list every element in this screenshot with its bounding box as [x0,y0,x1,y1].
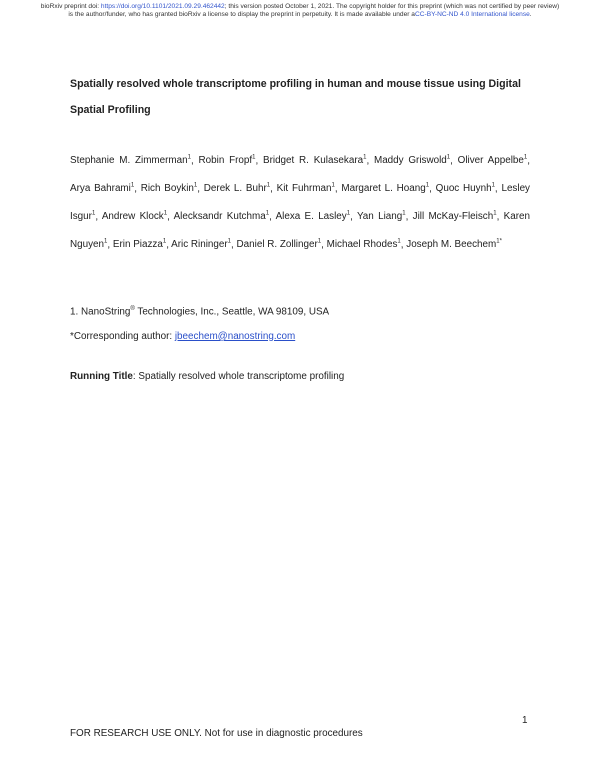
author: Yan Liang$^1$ [356,211,406,223]
doi-link[interactable]: https://doi.org/10.1101/2021.09.29.462442 [100,3,225,10]
license-link[interactable]: CC-BY-NC-ND 4.0 International license [414,11,530,19]
author: Arya Bahrami$^1$ [70,183,135,195]
author: Stephanie M. Zimmerman$^1$ [70,155,191,167]
author: Alecksandr Kutchma$^1$ [173,211,270,223]
email-link[interactable]: jbeechem@nanostring.com [174,330,296,342]
author: Quoc Huynh$^1$ [435,183,495,195]
running-title-label: Running Title [70,371,133,382]
author: Bridget R. Kulasekara$^1$ [263,155,367,167]
author: Kit Fuhrman$^1$ [276,183,335,195]
author: Derek L. Buhr$^1$ [203,183,271,195]
author: Alexa E. Lasley$^1$ [275,211,351,223]
running-title [70,371,540,382]
corresponding-author: *Corresponding author: jbeechem@nanostring.com [70,330,296,342]
author: Lesley Isgur$^1$ [70,183,530,223]
affiliation: 1. NanoString® Technologies, Inc., Seattle, WA 98109, USA [70,306,330,318]
author: Daniel R. Zollinger$^1$ [236,239,322,251]
author: Aric Rininger$^1$ [171,239,232,251]
author: Joseph M. Beechem$^{1*}$ [406,239,502,251]
author: Andrew Klock$^1$ [101,211,168,223]
author: Maddy Griswold$^1$ [373,155,451,167]
page-number: 1 [522,715,528,726]
author: Karen Nguyen$^1$ [70,211,530,251]
author: Oliver Appelbe$^1$ [457,155,528,167]
author-list: Stephanie M. Zimmerman$^1$, Robin Fropf$^1$, Bridget R. Kulasekara$^1$, Maddy Griswold$^1$, Oliver Appelbe$^1$, Arya Bahrami$^1$, Rich Boykin$^1$, Derek L. Buhr$^1$, Kit Fuhrman$^1$, Margaret L. Hoang$^1$, Quoc Huynh$^1$, Lesley Isgur$^1$, Andrew Klock$^1$, Alecksandr Kutchma$^1$, Alexa E. Lasley$^1$, Yan Liang$^1$, Jill McKay-Fleisch$^1$, Karen Nguyen$^1$, Erin Piazza$^1$, Aric Rininger$^1$, Daniel R. Zollinger$^1$, Michael Rhodes$^1$, Joseph M. Beechem$^{1*}$ [70,155,530,251]
author: Rich Boykin$^1$ [140,183,198,195]
preprint-notice [40,3,560,19]
author: Robin Fropf$^1$ [198,155,256,167]
author: Erin Piazza$^1$ [112,239,167,251]
author: Michael Rhodes$^1$ [326,239,401,251]
footer-disclaimer: FOR RESEARCH USE ONLY. Not for use in diagnostic procedures [70,728,363,739]
notice-suffix: . [529,11,532,19]
running-title-text: : Spatially resolved whole transcriptome profiling [132,371,345,382]
notice-prefix: bioRxiv preprint doi: [40,3,101,10]
notice-body: ; this version posted October 1, 2021. The copyright holder for this preprint (which was not certified by peer review) is the author/funder, who has granted bioRxiv a license to display the preprint in perpetuity. It is made available under a [68,3,560,19]
affiliation-block [70,297,540,349]
paper-title: Spatially resolved whole transcriptome profiling in human and mouse tissue using Digital Spatial Profiling [70,78,521,116]
author: Margaret L. Hoang$^1$ [341,183,430,195]
author: Jill McKay-Fleisch$^1$ [412,211,497,223]
